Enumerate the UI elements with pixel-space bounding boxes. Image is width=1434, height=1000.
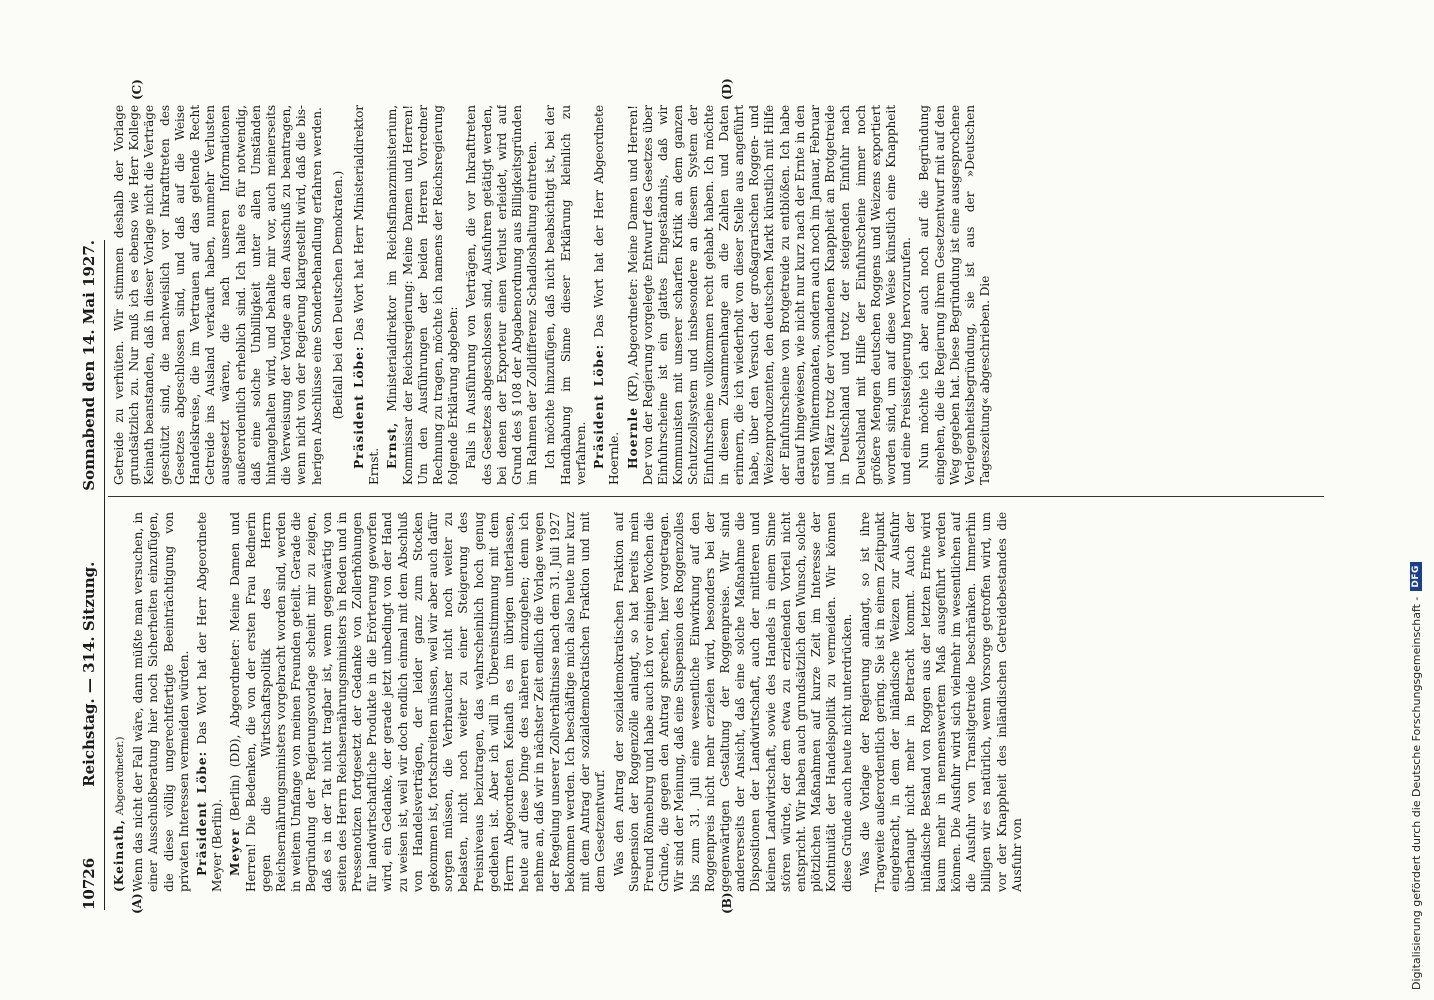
session-title: Reichstag. — 314. Sitzung. [80, 561, 98, 787]
right-text-column [112, 105, 1324, 485]
credit-text: Digitalisierung gefördert durch die Deutsche Forschungsgemeinschaft - [1409, 596, 1423, 990]
page-header [80, 240, 102, 910]
page-number: 10726 [80, 857, 98, 910]
paragraph-text: (Berlin) (DD), Abgeordneter: Meine Damen und Herren! Die Bedenken, die von der ersten Frau Rednerin gegen die Wirtschaftspolitik des Herrn Reichsernährungsministers vorgebracht worden sind, werden in weitem Umfange von meinen Freunden geteilt. Gerade die Begründung der Regierungsvorlage scheint mir zu zeigen, daß es in der Tat nicht tragbar ist, wenn gegenwärtig von seiten des Herrn Reichsernährungsministers in Reden und in Pressenotizen fortgesetzt der Gedanke von Zollerhöhungen für landwirtschaftliche Produkte in die Erörterung geworfen wird, ein Gedanke, der gerade jetzt unbedingt von der Hand zu weisen ist, weil wir doch endlich einmal mit dem Abschluß von Handelsverträgen, der leider ganz zum Stocken gekommen ist, fortschreiten müssen, weil wir aber auch dafür sorgen müssen, die Verbraucher nicht noch weiter zu belasten, nicht noch weiter zu einer Steigerung des Preisniveaus beizutragen, das wahrscheinlich hoch genug gediehen ist. Aber ich will in Übereinstimmung mit dem Herrn Abgeordneten Keinath es im übrigen unterlassen, heute auf diese Dinge des näheren einzugehen; denn ich nehme an, daß wir in nächster Zeit endlich die Vorlage wegen der Regelung unserer Zollverhältnisse nach dem 31. Juli 1927 bekommen werden. Ich beschäftige mich also heute nur kurz mit dem Antrag der sozialdemokratischen Fraktion und mit dem Gesetzentwurf. [228, 512, 608, 892]
paragraph [195, 512, 225, 892]
digitization-credit [1404, 10, 1424, 990]
paragraph: Wenn das nicht der Fall wäre, dann müßte man versuchen, in einer Ausschußberatung hier noch Sicherheiten einzufügen, die diese völlig ungerechtfertigte Beeinträchtigung von privaten Interessen vermeiden würden. [131, 512, 191, 892]
paragraph: Nun möchte ich aber auch noch auf die Begründung eingehen, die die Regierung ihrem Gesetzentwurf mit auf den Weg gegeben hat. Diese Begründung ist eine ausgesprochene Verlegenheitsbegründung, sie ist aus der »Deutschen Tageszeitung« abgeschrieben. Die [917, 105, 993, 485]
paragraph [352, 105, 382, 485]
margin-mark-c: (C) [130, 79, 144, 100]
column-divider [108, 496, 1324, 497]
paragraph: Ich möchte hinzufügen, daß nicht beabsichtigt ist, bei der Handhabung im Sinne dieser Erklärung kleinlich zu verfahren. [543, 105, 588, 485]
paragraph-text: Das Wort hat Herr Ministerialdirektor Ernst. [352, 105, 382, 485]
speaker-name: Präsident Löbe: [592, 343, 607, 469]
speaker-name: Hoernle [625, 406, 640, 469]
speaker-name: Meyer [228, 828, 243, 876]
header-rule [104, 240, 105, 910]
speaker-name: Präsident Löbe: [352, 345, 367, 469]
speaker-name: Präsident Löbe: [195, 750, 210, 876]
paragraph: Was die Vorlage der Regierung anlangt, so ist ihre Tragweite außerordentlich gering. Sie ist in einem Zeitpunkt eingebracht, in dem der inländische Weizen zur Ausfuhr überhaupt nicht mehr in Betracht kommt. Auch der inländische Bestand von Roggen aus der letzten Ernte wird kaum mehr in nennenswertem Maß ausgeführt werden können. Die Ausfuhr wird sich vielmehr im wesentlichen auf die Ausfuhr von Transitgetreide beschränken. Immerhin billigen wir es natürlich, wenn Vorsorge getroffen wird, um vor der Knappheit des inländischen Getreidebestandes die Ausfuhr von [857, 512, 1024, 892]
paragraph [385, 105, 461, 485]
declaration-paragraph: Falls in Ausführung von Verträgen, die vor Inkrafttreten des Gesetzes abgeschlossen sind, Ausfuhren getätigt werden, bei denen der Exporteur einen Verlust erleidet, wird auf Grund des § 108 der Abgabenordnung aus Billigkeitsgründen im Rahmen der Zolldifferenz Schadloshaltung eintreten. [464, 105, 540, 485]
applause-note: (Beifall bei den Deutschen Demokraten.) [330, 170, 345, 420]
paragraph-text: (KP), Abgeordneter: Meine Damen und Herren! Der von der Regierung vorgelegte Entwurf des Gesetzes über Einfuhrscheine ist ein glattes Eingeständnis, daß wir Kommunisten mit unserer scharfen Kritik an dem ganzen Schutzzollsystem und insbesondere an diesem System der Einfuhrscheine vollkommen recht gehabt haben. Ich möchte in diesem Zusammenhange an die Zahlen und Daten erinnern, die ich wiederholt von dieser Stelle aus angeführt habe, über den Versuch der großagrarischen Roggen- und Weizenproduzenten, den deutschen Markt künstlich mit Hilfe der Einfuhrscheine von Brotgetreide zu entblößen. Ich habe darauf hingewiesen, wie nicht nur kurz nach der Ernte in den ersten Wintermonaten, sondern auch noch im Januar, Februar und März trotz der vorhandenen Knappheit an Brotgetreide in Deutschland und trotz der steigenden Einfuhr nach Deutschland mit Hilfe der Einfuhrscheine immer noch größere Mengen deutschen Roggens und Weizens exportiert worden sind, um auf diese Weise künstlich eine Knappheit und eine Preissteigerung hervorzurufen. [625, 105, 914, 485]
speaker-role: Abgeordneter.) [114, 736, 126, 816]
paragraph [112, 512, 128, 892]
paragraph: Getreide zu verhüten. Wir stimmen deshalb der Vorlage grundsätzlich zu. Nur muß ich es ebenso wie Herr Kollege Keinath beanstanden, daß in dieser Vorlage nicht die Verträge geschützt sind, die nachweislich vor Inkrafttreten des Gesetzes abgeschlossen sind, und daß auf die Weise Handelskreise, die im Vertrauen auf das geltende Recht Getreide ins Ausland verkauft haben, nunmehr Verlusten ausgesetzt wären, die nach unseren Informationen außerordentlich erheblich sind. Ich halte es für notwendig, daß eine solche Unbilligkeit unter allen Umständen hintangehalten wird, und behalte mir vor, auch meinerseits die Verweisung der Vorlage an den Ausschuß zu beantragen, wenn nicht von der Regierung klargestellt wird, daß die bisherigen Abschlüsse eine Sonderbehandlung erfahren werden. [112, 105, 324, 485]
margin-mark-a: (A) [130, 893, 144, 914]
left-text-column [112, 512, 1324, 892]
paragraph [228, 512, 608, 892]
paragraph-text: Das Wort hat der Herr Abgeordnete Hoernle. [592, 105, 622, 485]
paragraph-text: Ministerialdirektor im Reichsfinanzministerium, Kommissar der Reichsregierung: Meine Damen und Herren! Um den Ausführungen der beiden Herren Vorredner Rechnung zu tragen, möchte ich namens der Reichsregierung folgende Erklärung abgeben: [385, 105, 461, 485]
speaker-name: (Keinath, [112, 819, 126, 892]
margin-mark-d: (D) [720, 78, 734, 100]
paragraph [626, 105, 915, 485]
dfg-logo: DFG [1410, 562, 1422, 591]
paragraph [592, 105, 622, 485]
margin-mark-b: (B) [720, 892, 734, 914]
paragraph: Was den Antrag der sozialdemokratischen Fraktion auf Suspension der Roggenzölle anlangt, so hat bereits mein Freund Rönneburg und habe auch ich vor einigen Wochen die Gründe, die gegen den Antrag sprechen, hier vorgetragen. Wir sind der Meinung, daß eine Suspension des Roggenzolles bis zum 31. Juli eine wesentliche Einwirkung auf den Roggenpreis nicht mehr erzielen wird, besonders bei der gegenwärtigen Gestaltung der Roggenpreise. Wir sind andererseits der Ansicht, daß eine solche Maßnahme die Dispositionen der Landwirtschaft, auch der mittleren und kleinen Landwirtschaft, sowie des Handels in einem Sinne stören würde, der dem etwa zu erzielenden Vorteil nicht entspricht. Wir haben auch grundsätzlich den Wunsch, solche plötzlichen Maßnahmen auf kurze Zeit im Interesse der Kontinuität der Handelspolitik zu vermeiden. Wir können diese Gründe auch heute nicht unterdrücken. [611, 512, 854, 892]
paragraph-text: Das Wort hat der Herr Abgeordnete Meyer (Berlin). [195, 512, 225, 892]
session-date: Sonnabend den 14. Mai 1927. [80, 240, 98, 491]
speaker-name: Ernst, [385, 421, 400, 469]
